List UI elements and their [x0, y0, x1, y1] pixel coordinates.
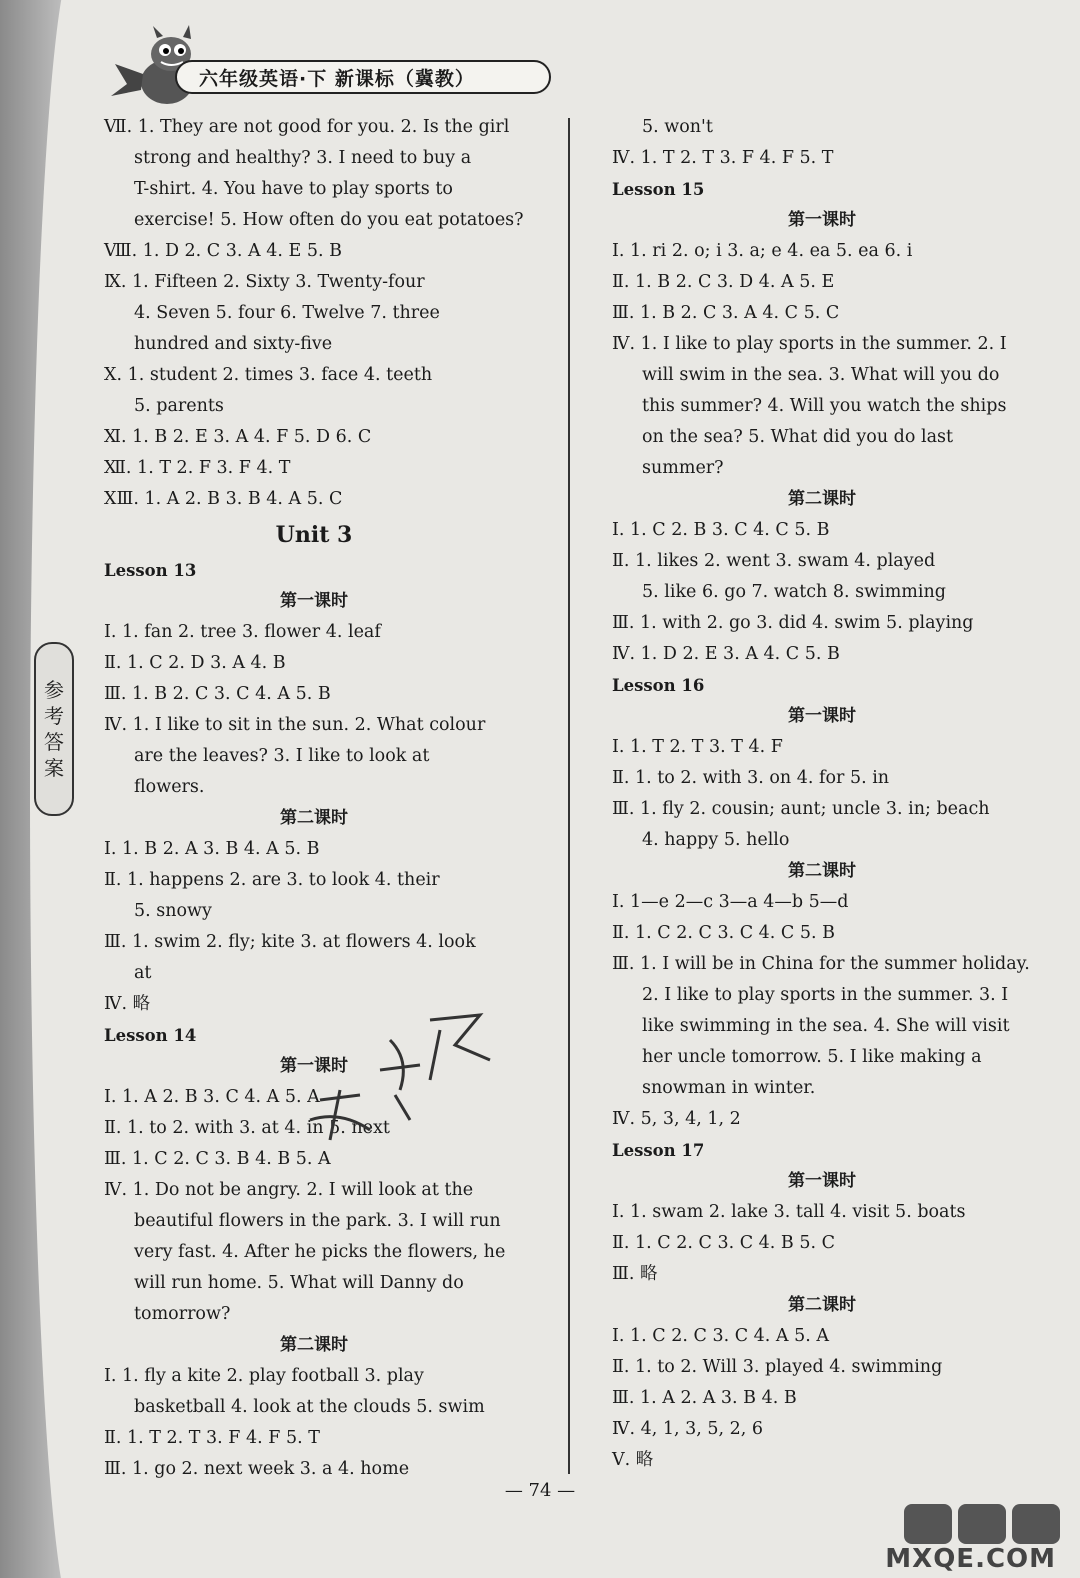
- answer-line: Ⅹ. 1. student 2. times 3. face 4. teeth: [104, 365, 433, 385]
- period-heading: 第二课时: [788, 861, 856, 881]
- page-header: [105, 24, 555, 104]
- answer-line: Ⅸ. 1. Fifteen 2. Sixty 3. Twenty-four: [104, 272, 425, 292]
- answer-line: Ⅱ. 1. C 2. C 3. C 4. B 5. C: [612, 1233, 835, 1253]
- book-title: 六年级英语·下 新课标（冀教）: [199, 67, 475, 90]
- answer-line: Ⅱ. 1. B 2. C 3. D 4. A 5. E: [612, 272, 835, 292]
- lesson-title: Lesson 14: [104, 1026, 197, 1045]
- period-heading: 第一课时: [280, 591, 348, 611]
- answer-line-continued: 2. I like to play sports in the summer. 3. I: [642, 985, 1009, 1005]
- period-heading: 第二课时: [788, 489, 856, 509]
- answer-line-continued: snowman in winter.: [642, 1078, 816, 1098]
- side-tab-char: 参: [44, 678, 64, 702]
- period-heading: 第一课时: [788, 1171, 856, 1191]
- answer-line: Ⅳ. 4, 1, 3, 5, 2, 6: [612, 1419, 764, 1439]
- site-watermark: [885, 1500, 1070, 1576]
- answer-line: Ⅱ. 1. C 2. C 3. C 4. C 5. B: [612, 923, 835, 943]
- answer-line: Ⅲ. 1. fly 2. cousin; aunt; uncle 3. in; beach: [612, 799, 990, 819]
- answer-line: Ⅰ. 1. C 2. B 3. C 4. C 5. B: [612, 520, 830, 540]
- answer-key-side-tab: [34, 642, 74, 816]
- answer-line-continued: will run home. 5. What will Danny do: [134, 1273, 464, 1293]
- answer-line-continued: tomorrow?: [134, 1304, 231, 1324]
- answer-line-continued: hundred and sixty-five: [134, 334, 333, 354]
- answer-line-continued: on the sea? 5. What did you do last: [642, 427, 954, 447]
- lesson-title: Lesson 16: [612, 676, 705, 695]
- answer-line: Ⅰ. 1. B 2. A 3. B 4. A 5. B: [104, 839, 320, 859]
- answer-line: Ⅶ. 1. They are not good for you. 2. Is the girl: [104, 117, 510, 137]
- answer-line: Ⅱ. 1. to 2. Will 3. played 4. swimming: [612, 1357, 943, 1377]
- book-title-banner: [175, 60, 551, 94]
- answer-line: Ⅰ. 1. A 2. B 3. C 4. A 5. A: [104, 1087, 320, 1107]
- page-number: — 74 —: [504, 1480, 576, 1501]
- answer-line: Ⅱ. 1. likes 2. went 3. swam 4. played: [612, 551, 936, 571]
- column-divider: [568, 118, 570, 1474]
- period-heading: 第二课时: [280, 1335, 348, 1355]
- answer-line-continued: very fast. 4. After he picks the flowers, he: [134, 1242, 506, 1262]
- answer-line-continued: summer?: [642, 458, 724, 478]
- answer-line-continued: 5. like 6. go 7. watch 8. swimming: [642, 582, 946, 602]
- answer-line: Ⅲ. 1. I will be in China for the summer holiday.: [612, 954, 1030, 974]
- answer-line: Ⅰ. 1. swam 2. lake 3. tall 4. visit 5. boats: [612, 1202, 966, 1222]
- answer-line-continued: beautiful flowers in the park. 3. I will run: [134, 1211, 501, 1231]
- answer-line: Ⅲ. 1. C 2. C 3. B 4. B 5. A: [104, 1149, 331, 1169]
- answer-line: Ⅱ. 1. happens 2. are 3. to look 4. their: [104, 870, 440, 890]
- side-tab-char: 答: [44, 730, 64, 754]
- answer-line: Ⅳ. 5, 3, 4, 1, 2: [612, 1109, 741, 1129]
- side-tab-char: 考: [44, 704, 64, 728]
- side-tab-char: 案: [44, 756, 64, 780]
- answer-line: Ⅳ. 1. D 2. E 3. A 4. C 5. B: [612, 644, 840, 664]
- answer-line-continued: 5. won't: [642, 117, 713, 137]
- answer-line: Ⅰ. 1. fan 2. tree 3. flower 4. leaf: [104, 622, 381, 642]
- answer-line-continued: T-shirt. 4. You have to play sports to: [134, 179, 453, 199]
- answer-line-continued: 5. parents: [134, 396, 224, 416]
- lesson-title: Lesson 13: [104, 561, 197, 580]
- answer-line-continued: this summer? 4. Will you watch the ships: [642, 396, 1007, 416]
- answer-line: Ⅲ. 1. go 2. next week 3. a 4. home: [104, 1459, 410, 1479]
- answer-line-continued: flowers.: [134, 777, 205, 797]
- answer-line: Ⅳ. 1. T 2. T 3. F 4. F 5. T: [612, 148, 834, 168]
- answer-line: Ⅰ. 1. ri 2. o; i 3. a; e 4. ea 5. ea 6. i: [612, 241, 913, 261]
- answer-line: Ⅻ. 1. T 2. F 3. F 4. T: [104, 458, 291, 478]
- answer-line: Ⅲ. 1. swim 2. fly; kite 3. at flowers 4. look: [104, 932, 476, 952]
- answer-line: Ⅺ. 1. B 2. E 3. A 4. F 5. D 6. C: [104, 427, 372, 447]
- answer-line-continued: 4. Seven 5. four 6. Twelve 7. three: [134, 303, 440, 323]
- watermark-text: MXQE.COM: [885, 1544, 1056, 1574]
- period-heading: 第二课时: [788, 1295, 856, 1315]
- lesson-title: Lesson 15: [612, 180, 705, 199]
- period-heading: 第一课时: [280, 1056, 348, 1076]
- period-heading: 第一课时: [788, 210, 856, 230]
- answer-line-continued: basketball 4. look at the clouds 5. swim: [134, 1397, 485, 1417]
- answer-line: Ⅰ. 1—e 2—c 3—a 4—b 5—d: [612, 892, 849, 912]
- period-heading: 第一课时: [788, 706, 856, 726]
- answer-line-continued: are the leaves? 3. I like to look at: [134, 746, 430, 766]
- answer-line: Ⅳ. 1. Do not be angry. 2. I will look at the: [104, 1180, 474, 1200]
- answer-line: Ⅲ. 1. A 2. A 3. B 4. B: [612, 1388, 797, 1408]
- answer-line: Ⅲ. 略: [612, 1264, 658, 1284]
- answer-line: Ⅱ. 1. to 2. with 3. on 4. for 5. in: [612, 768, 890, 788]
- answer-line: Ⅳ. 1. I like to play sports in the summer. 2. I: [612, 334, 1007, 354]
- answer-line: Ⅲ. 1. B 2. C 3. A 4. C 5. C: [612, 303, 840, 323]
- period-heading: 第二课时: [280, 808, 348, 828]
- answer-line-continued: at: [134, 963, 152, 983]
- answer-line: Ⅰ. 1. T 2. T 3. T 4. F: [612, 737, 783, 757]
- answer-line-continued: will swim in the sea. 3. What will you do: [642, 365, 1000, 385]
- answer-line: Ⅲ. 1. B 2. C 3. C 4. A 5. B: [104, 684, 331, 704]
- answer-line-continued: exercise! 5. How often do you eat potatoes?: [134, 210, 524, 230]
- answer-line: Ⅱ. 1. to 2. with 3. at 4. in 5. next: [104, 1118, 390, 1138]
- right-answer-column: [612, 112, 1032, 1476]
- answer-line: ⅩⅢ. 1. A 2. B 3. B 4. A 5. C: [104, 489, 343, 509]
- answer-line-continued: 5. snowy: [134, 901, 212, 921]
- answer-line-continued: 4. happy 5. hello: [642, 830, 790, 850]
- left-answer-column: [104, 112, 524, 1485]
- answer-line-continued: her uncle tomorrow. 5. I like making a: [642, 1047, 982, 1067]
- unit-title: Unit 3: [275, 522, 353, 548]
- answer-line: Ⅴ. 略: [612, 1450, 654, 1470]
- lesson-title: Lesson 17: [612, 1141, 705, 1160]
- handwritten-scribble: [280, 1000, 500, 1150]
- answer-line: Ⅲ. 1. with 2. go 3. did 4. swim 5. playing: [612, 613, 974, 633]
- answer-line: Ⅳ. 1. I like to sit in the sun. 2. What colour: [104, 715, 486, 735]
- answer-line-continued: like swimming in the sea. 4. She will visit: [642, 1016, 1010, 1036]
- answer-line: Ⅱ. 1. C 2. D 3. A 4. B: [104, 653, 286, 673]
- answer-line-continued: strong and healthy? 3. I need to buy a: [134, 148, 472, 168]
- answer-line: Ⅰ. 1. C 2. C 3. C 4. A 5. A: [612, 1326, 830, 1346]
- answer-line: Ⅷ. 1. D 2. C 3. A 4. E 5. B: [104, 241, 342, 261]
- answer-line: Ⅳ. 略: [104, 994, 151, 1014]
- answer-line: Ⅰ. 1. fly a kite 2. play football 3. play: [104, 1366, 424, 1386]
- answer-line: Ⅱ. 1. T 2. T 3. F 4. F 5. T: [104, 1428, 320, 1448]
- watermark-logo-icon: [900, 1500, 1070, 1550]
